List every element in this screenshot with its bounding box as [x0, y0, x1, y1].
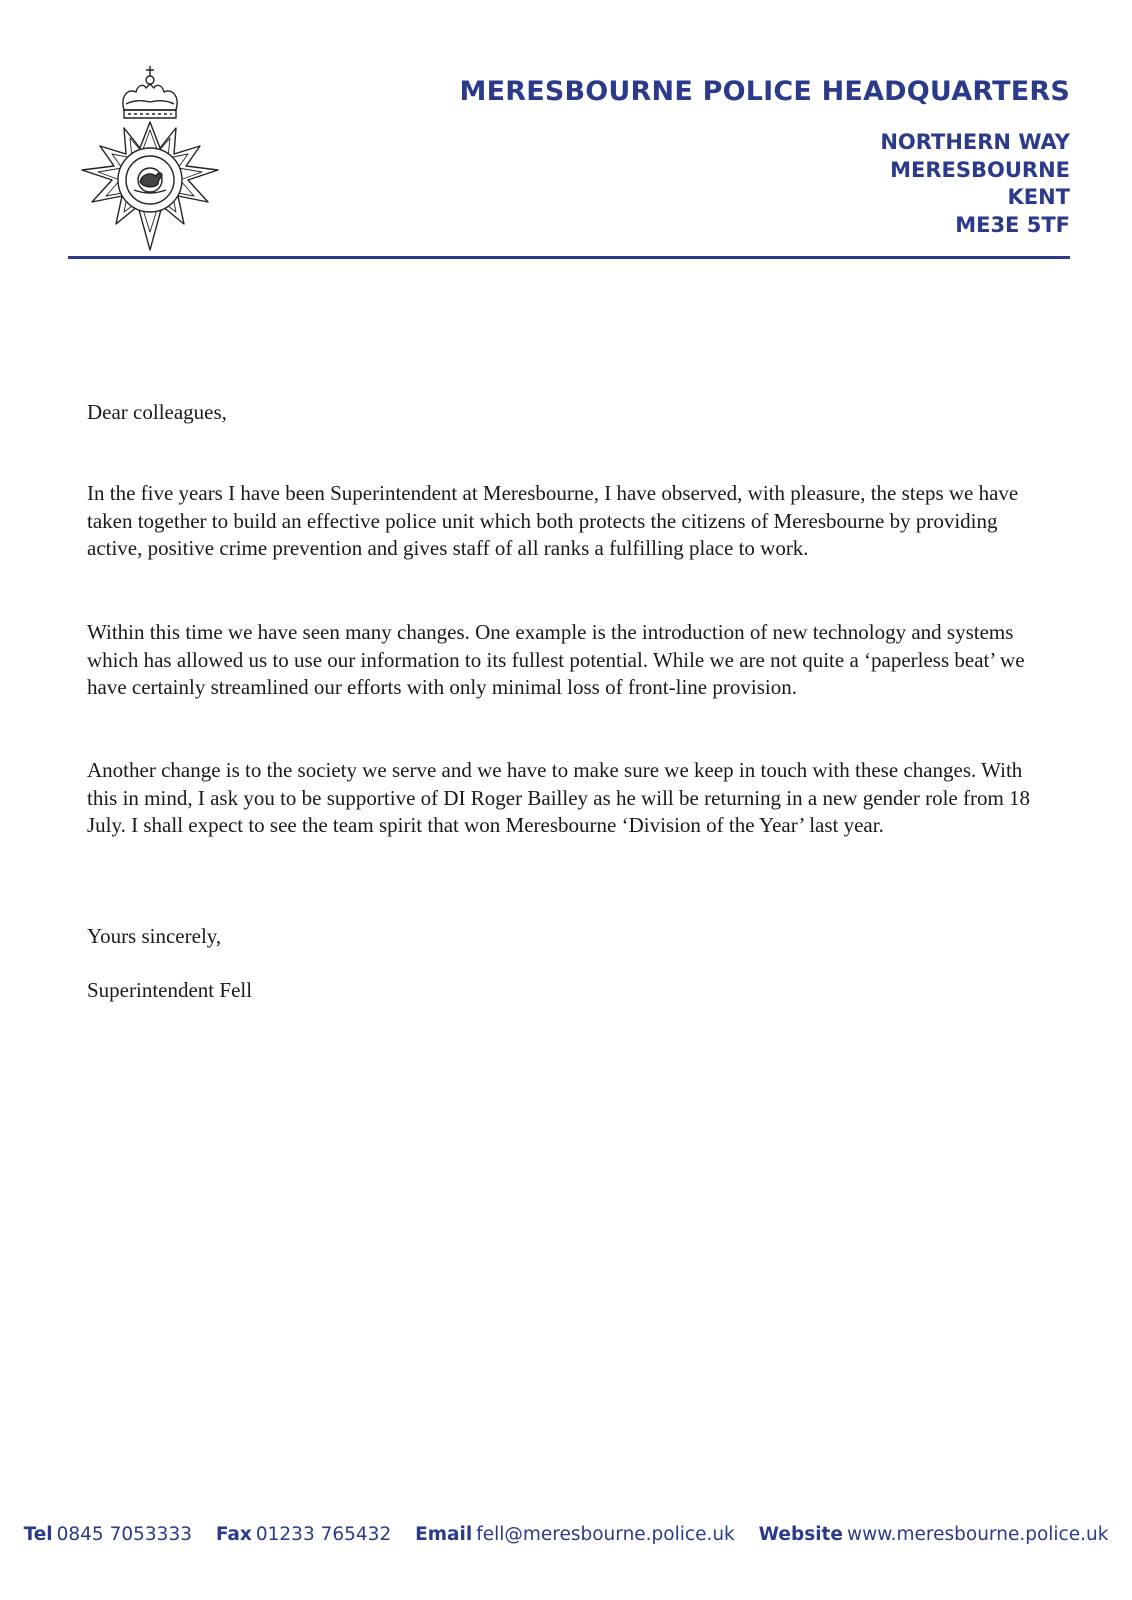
salutation: Dear colleagues,	[87, 400, 227, 424]
body-paragraph: Within this time we have seen many changes. One example is the introduction of new technology and systems which has allowed us to use our information to its fullest potential. While we are not quite a ‘paperless beat’ we have certainly streamlined our efforts with only minimal loss of front-line provision.	[87, 620, 1025, 699]
footer-tel	[24, 1524, 192, 1545]
body-paragraph: Another change is to the society we serve and we have to make sure we keep in touch with these changes. With this in mind, I ask you to be supportive of DI Roger Bailley as he will be returning in a new gender role from 18 July. I shall expect to see the team spirit that won Meresbourne ‘Division of the Year’ last year.	[87, 758, 1031, 837]
tel-label: Tel	[23, 1524, 53, 1545]
body-paragraph: In the five years I have been Superintendent at Meresbourne, I have observed, with pleasure, the steps we have taken together to build an effective police unit which both protects the citizens of Meresbourne by providing active, positive crime prevention and gives staff of all ranks a fulfilling place to work.	[87, 481, 1019, 560]
headquarters-title: MERESBOURNE POLICE HEADQUARTERS	[459, 76, 1070, 107]
address-line: ME3E 5TF	[955, 212, 1070, 237]
website-value: www.meresbourne.police.uk	[846, 1524, 1109, 1545]
fax-value: 01233 765432	[255, 1524, 392, 1545]
fax-label: Fax	[215, 1524, 252, 1545]
email-label: Email	[415, 1524, 473, 1545]
website-label: Website	[758, 1524, 843, 1545]
closing: Yours sincerely,	[87, 924, 222, 948]
email-value: fell@meresbourne.police.uk	[476, 1524, 735, 1545]
footer-email	[415, 1524, 735, 1545]
address-block	[880, 129, 1070, 239]
signature: Superintendent Fell	[87, 978, 253, 1002]
tel-value: 0845 7053333	[56, 1524, 192, 1545]
footer-website	[759, 1524, 1109, 1545]
address-line: NORTHERN WAY	[880, 130, 1070, 154]
police-crest-logo	[72, 66, 228, 252]
address-line: MERESBOURNE	[890, 157, 1070, 182]
footer-fax	[216, 1524, 391, 1545]
address-line: KENT	[1007, 185, 1070, 209]
header-divider	[68, 256, 1070, 259]
contact-footer	[0, 1524, 1132, 1545]
